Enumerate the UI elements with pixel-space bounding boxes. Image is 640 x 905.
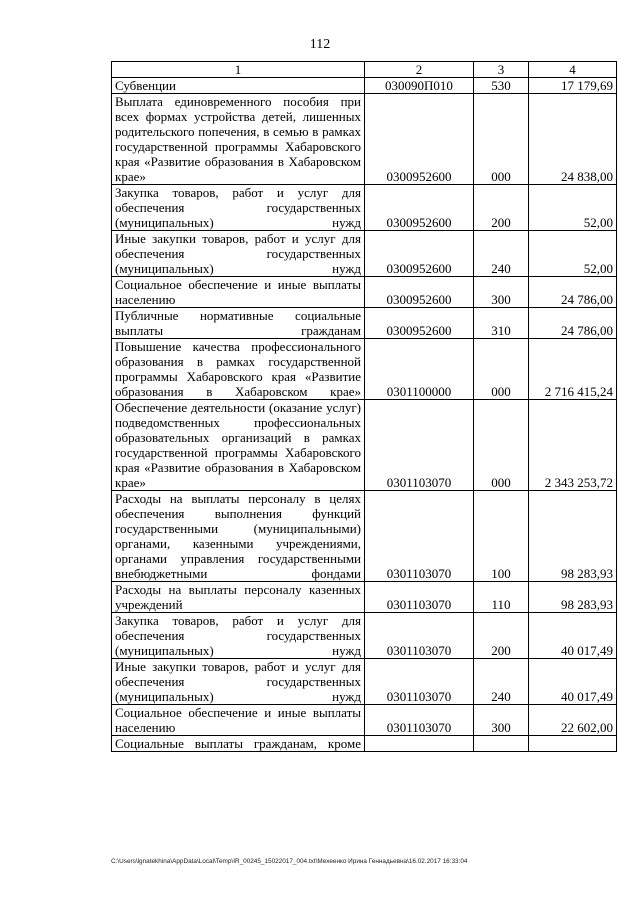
table-row — [112, 185, 617, 231]
row-expense-type: 300 — [474, 277, 529, 308]
row-code: 0300952600 — [365, 231, 474, 277]
row-amount: 52,00 — [529, 185, 617, 231]
table-row — [112, 582, 617, 613]
row-expense-type: 000 — [474, 94, 529, 185]
row-description: Закупка товаров, работ и услуг для обеспечения государственных (муниципальных) нужд — [112, 185, 365, 231]
table-row — [112, 613, 617, 659]
header-col-3: 3 — [474, 62, 529, 78]
row-amount: 52,00 — [529, 231, 617, 277]
header-col-2: 2 — [365, 62, 474, 78]
row-description: Повышение качества профессионального образования в рамках государственной программы Хабаровского края «Развитие образования в Хабаровском крае» — [112, 339, 365, 400]
row-code: 0300952600 — [365, 277, 474, 308]
row-description: Социальное обеспечение и иные выплаты населению — [112, 277, 365, 308]
table-row — [112, 78, 617, 94]
row-expense-type: 530 — [474, 78, 529, 94]
row-description: Закупка товаров, работ и услуг для обеспечения государственных (муниципальных) нужд — [112, 613, 365, 659]
row-amount — [529, 736, 617, 752]
row-amount: 24 838,00 — [529, 94, 617, 185]
row-description: Обеспечение деятельности (оказание услуг) подведомственных профессиональных образовательных организаций в рамках государственной программы Хабаровского края «Развитие образования в Хабаровском крае» — [112, 400, 365, 491]
row-expense-type — [474, 736, 529, 752]
table-row — [112, 659, 617, 705]
row-description: Социальные выплаты гражданам, кроме — [112, 736, 365, 752]
page-number: 112 — [309, 37, 331, 52]
table-row — [112, 277, 617, 308]
row-expense-type: 240 — [474, 659, 529, 705]
row-expense-type: 200 — [474, 185, 529, 231]
row-code: 0301103070 — [365, 400, 474, 491]
row-amount: 24 786,00 — [529, 308, 617, 339]
table-row — [112, 400, 617, 491]
row-amount: 17 179,69 — [529, 78, 617, 94]
row-expense-type: 000 — [474, 339, 529, 400]
row-expense-type: 310 — [474, 308, 529, 339]
row-amount: 2 716 415,24 — [529, 339, 617, 400]
row-expense-type: 110 — [474, 582, 529, 613]
table-row — [112, 94, 617, 185]
row-description: Публичные нормативные социальные выплаты гражданам — [112, 308, 365, 339]
row-code — [365, 736, 474, 752]
row-code: 0300952600 — [365, 185, 474, 231]
row-amount: 22 602,00 — [529, 705, 617, 736]
header-col-1: 1 — [112, 62, 365, 78]
row-expense-type: 000 — [474, 400, 529, 491]
row-expense-type: 100 — [474, 491, 529, 582]
row-description: Расходы на выплаты персоналу казенных учреждений — [112, 582, 365, 613]
row-description: Иные закупки товаров, работ и услуг для обеспечения государственных (муниципальных) нужд — [112, 231, 365, 277]
budget-table — [111, 61, 617, 752]
table-row — [112, 491, 617, 582]
row-code: 0300952600 — [365, 94, 474, 185]
row-description: Субвенции — [112, 78, 365, 94]
header-row — [112, 62, 617, 78]
table-row — [112, 231, 617, 277]
row-description: Иные закупки товаров, работ и услуг для обеспечения государственных (муниципальных) нужд — [112, 659, 365, 705]
row-code: 0301103070 — [365, 491, 474, 582]
row-code: 0301100000 — [365, 339, 474, 400]
row-code: 030090П010 — [365, 78, 474, 94]
row-expense-type: 240 — [474, 231, 529, 277]
row-code: 0300952600 — [365, 308, 474, 339]
row-expense-type: 200 — [474, 613, 529, 659]
row-code: 0301103070 — [365, 582, 474, 613]
table-row — [112, 736, 617, 752]
row-description: Расходы на выплаты персоналу в целях обеспечения выполнения функций государственными (муниципальными) органами, казенными учреждениями, органами управления государственными внебюджетными фондами — [112, 491, 365, 582]
row-amount: 40 017,49 — [529, 613, 617, 659]
row-amount: 98 283,93 — [529, 491, 617, 582]
row-amount: 2 343 253,72 — [529, 400, 617, 491]
table-row — [112, 308, 617, 339]
row-code: 0301103070 — [365, 659, 474, 705]
row-description: Социальное обеспечение и иные выплаты населению — [112, 705, 365, 736]
header-col-4: 4 — [529, 62, 617, 78]
row-amount: 24 786,00 — [529, 277, 617, 308]
row-code: 0301103070 — [365, 613, 474, 659]
row-code: 0301103070 — [365, 705, 474, 736]
table-row — [112, 339, 617, 400]
row-amount: 98 283,93 — [529, 582, 617, 613]
table-row — [112, 705, 617, 736]
footer-file-path: C:\Users\lgnatekhina\AppData\Local\Temp\IR_00245_15022017_004.txt\Мехеенко Ирина Геннадьевна\16.02.2017 16:33:04 — [111, 858, 468, 865]
row-expense-type: 300 — [474, 705, 529, 736]
row-description: Выплата единовременного пособия при всех формах устройства детей, лишенных родительского попечения, в семью в рамках государственной программы Хабаровского края «Развитие образования в Хабаровском крае» — [112, 94, 365, 185]
row-amount: 40 017,49 — [529, 659, 617, 705]
